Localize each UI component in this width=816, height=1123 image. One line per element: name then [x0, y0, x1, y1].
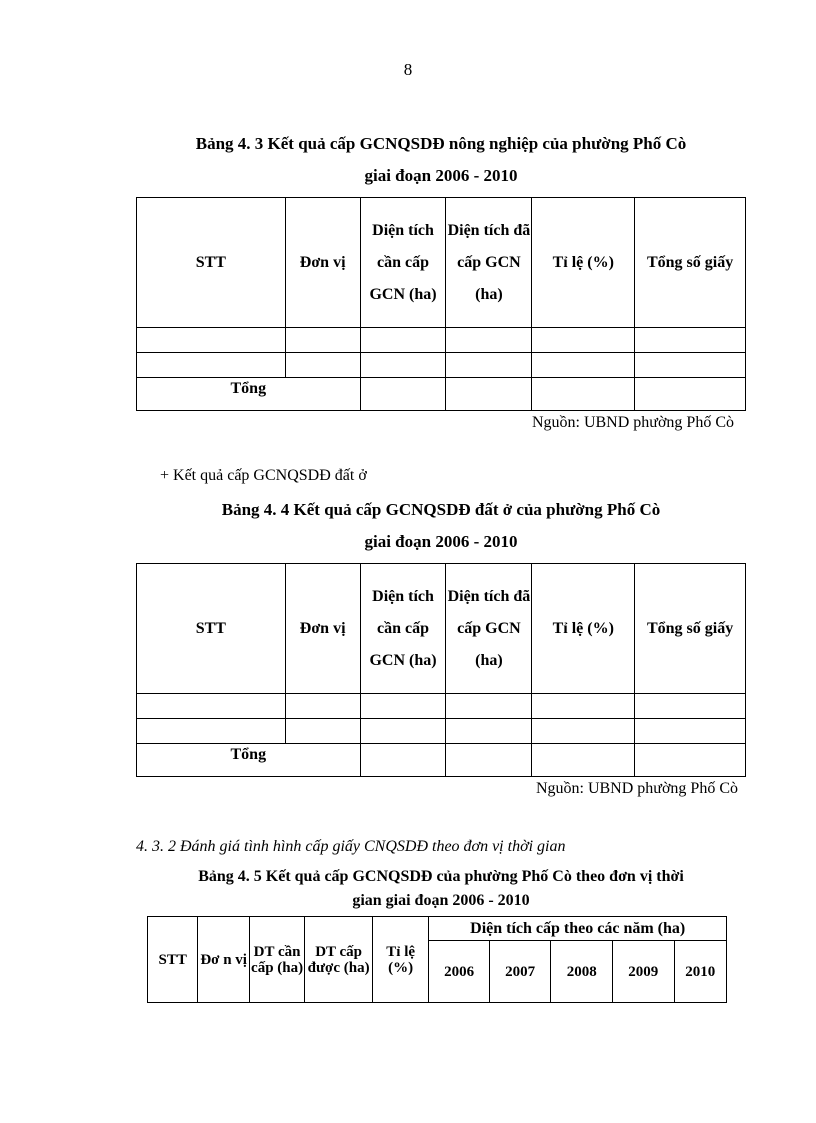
header-year-2006: 2006	[429, 941, 490, 1003]
total-row	[137, 378, 746, 411]
header-total-certificates: Tổng số giấy	[635, 564, 746, 694]
header-area-needed: Diện tích cần cấp GCN (ha)	[360, 564, 446, 694]
page-number: 8	[403, 60, 413, 79]
table-row	[137, 719, 746, 744]
header-area-granted: DT cấp được (ha)	[305, 917, 373, 1003]
section-text: + Kết quả cấp GCNQSDĐ đất ở	[160, 467, 367, 484]
header-ratio: Tỉ lệ (%)	[532, 564, 635, 694]
header-area-granted: Diện tích đã cấp GCN (ha)	[446, 564, 532, 694]
table-4-4-caption-line2: giai đoạn 2006 - 2010	[364, 532, 518, 551]
total-label: Tổng	[137, 378, 361, 411]
header-ratio: Tỉ lệ (%)	[372, 917, 428, 1003]
table-row	[137, 328, 746, 353]
header-year-2009: 2009	[612, 941, 674, 1003]
table-header-row	[137, 564, 746, 694]
header-unit: Đơn vị	[285, 198, 360, 328]
header-unit: Đơ n vị	[198, 917, 249, 1003]
table-row	[137, 694, 746, 719]
subsection-heading: 4. 3. 2 Đánh giá tình hình cấp giấy CNQSDĐ theo đơn vị thời gian	[136, 838, 566, 855]
table-4-3-caption-line1: Bảng 4. 3 Kết quả cấp GCNQSDĐ nông nghiệp của phường Phố Cò	[195, 134, 687, 153]
header-total-certificates: Tổng số giấy	[635, 198, 746, 328]
table-4-5-caption-line2: gian giai đoạn 2006 - 2010	[352, 892, 530, 909]
table-4-4	[136, 563, 746, 777]
header-area-by-year: Diện tích cấp theo các năm (ha)	[429, 917, 727, 941]
header-stt: STT	[148, 917, 198, 1003]
header-stt: STT	[137, 198, 286, 328]
header-stt: STT	[137, 564, 286, 694]
table-row	[137, 353, 746, 378]
table-4-4-source: Nguồn: UBND phường Phố Cò	[535, 780, 738, 797]
table-header-row	[137, 198, 746, 328]
table-4-3	[136, 197, 746, 411]
total-row	[137, 744, 746, 777]
header-area-granted: Diện tích đã cấp GCN (ha)	[446, 198, 532, 328]
table-4-5	[147, 916, 727, 1003]
table-header-row	[148, 917, 727, 941]
header-year-2010: 2010	[674, 941, 727, 1003]
header-unit: Đơn vị	[285, 564, 360, 694]
table-4-4-caption-line1: Bảng 4. 4 Kết quả cấp GCNQSDĐ đất ở của phường Phố Cò	[221, 500, 661, 519]
table-4-3-source: Nguồn: UBND phường Phố Cò	[531, 414, 734, 431]
header-year-2007: 2007	[489, 941, 551, 1003]
total-label: Tổng	[137, 744, 361, 777]
table-4-3-caption-line2: giai đoạn 2006 - 2010	[364, 166, 518, 185]
header-area-needed: DT cần cấp (ha)	[249, 917, 304, 1003]
header-area-needed: Diện tích cần cấp GCN (ha)	[360, 198, 446, 328]
table-4-5-caption-line1: Bảng 4. 5 Kết quả cấp GCNQSDĐ của phường Phố Cò theo đơn vị thời	[198, 868, 684, 885]
header-ratio: Tỉ lệ (%)	[532, 198, 635, 328]
header-year-2008: 2008	[551, 941, 613, 1003]
